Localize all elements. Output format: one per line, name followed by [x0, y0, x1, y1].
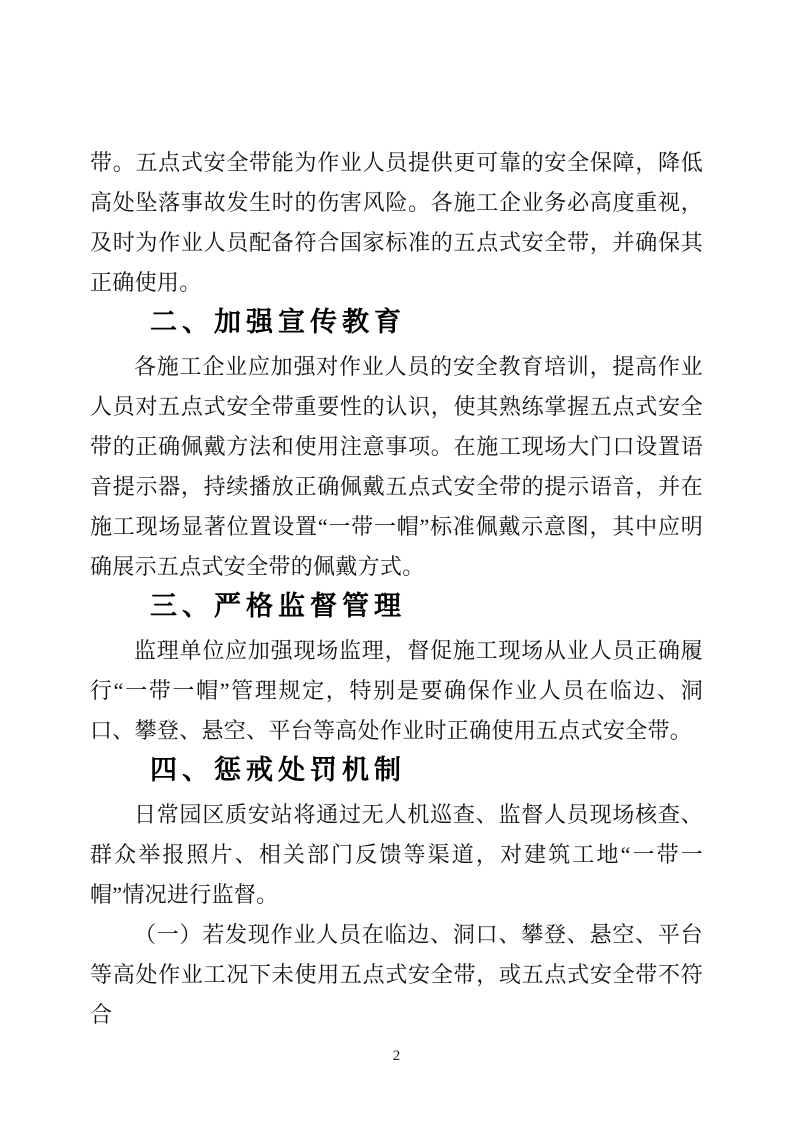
section-heading-3: 三、严格监督管理: [150, 591, 406, 621]
section-heading-4: 四、惩戒处罚机制: [150, 755, 406, 785]
page-number: 2: [392, 1048, 401, 1064]
section-heading-2: 二、加强宣传教育: [150, 307, 406, 337]
body-paragraph-section-4: 日常园区质安站将通过无人机巡查、监督人员现场核查、群众举报照片、相关部门反馈等渠道，对建筑工地“一带一帽”情况进行监督。: [90, 802, 703, 907]
body-paragraph-continuation: 带。五点式安全带能为作业人员提供更可靠的安全保障，降低高处坠落事故发生时的伤害风险。各施工企业务必高度重视，及时为作业人员配备符合国家标准的五点式安全带，并确保其正确使用。: [90, 150, 703, 295]
body-paragraph-list-item-1: （一）若发现作业人员在临边、洞口、攀登、悬空、平台等高处作业工况下未使用五点式安全带，或五点式安全带不符合: [90, 922, 703, 1027]
body-paragraph-section-2: 各施工企业应加强对作业人员的安全教育培训，提高作业人员对五点式安全带重要性的认识，使其熟练掌握五点式安全带的正确佩戴方法和使用注意事项。在施工现场大门口设置语音提示器，持续播放正确佩戴五点式安全带的提示语音，并在施工现场显著位置设置“一带一帽”标准佩戴示意图，其中应明确展示五点式安全带的佩戴方式。: [90, 354, 703, 579]
document-content: [90, 143, 703, 1035]
body-paragraph-section-3: 监理单位应加强现场监理，督促施工现场从业人员正确履行“一带一帽”管理规定，特别是要确保作业人员在临边、洞口、攀登、悬空、平台等高处作业时正确使用五点式安全带。: [90, 638, 703, 743]
